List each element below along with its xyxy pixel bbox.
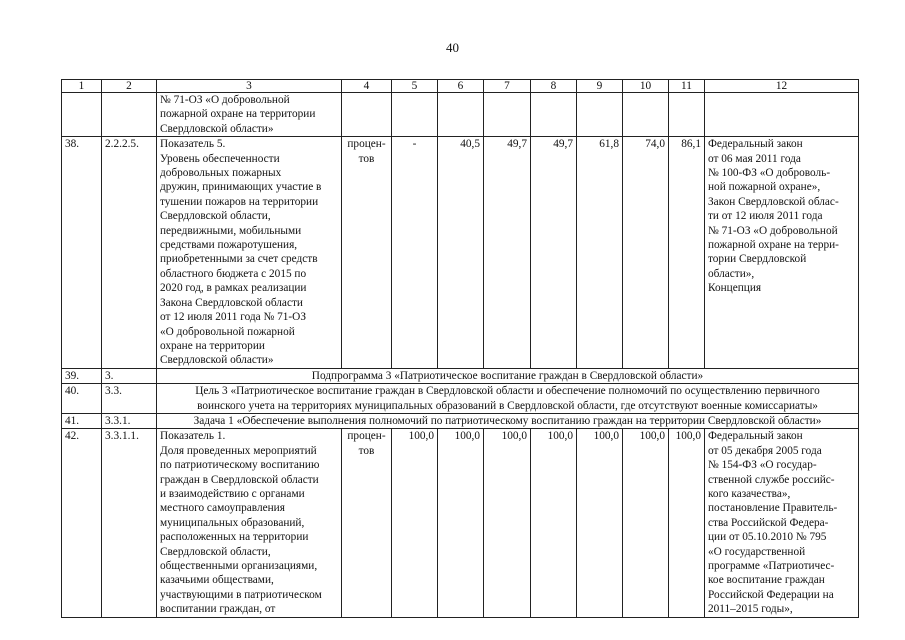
- unit-cell: процен- тов: [342, 429, 392, 617]
- row-number: 40.: [62, 384, 102, 414]
- column-header: 3: [157, 80, 342, 93]
- column-header: 6: [438, 80, 484, 93]
- column-header: 12: [705, 80, 859, 93]
- value-cell: 100,0: [531, 429, 577, 617]
- table-row-40: [62, 384, 859, 414]
- value-cell: 100,0: [438, 429, 484, 617]
- table-row-38: [62, 137, 859, 369]
- row-code: 3.3.1.1.: [102, 429, 157, 617]
- indicator-text: № 71-ОЗ «О добровольной пожарной охране на территории Свердловской области»: [157, 93, 342, 137]
- column-header: 9: [577, 80, 623, 93]
- task-text: Задача 1 «Обеспечение выполнения полномочий по патриотическому воспитанию граждан на территории Свердловской области»: [157, 413, 859, 428]
- table-row-41: [62, 413, 859, 428]
- column-header: 7: [484, 80, 531, 93]
- value-cell: -: [392, 137, 438, 369]
- goal-text: Цель 3 «Патриотическое воспитание граждан в Свердловской области и обеспечение полномочий по осуществлению первичного воинского учета на территориях муниципальных образований в Свердловской области, где отсутствуют военные комиссариаты»: [157, 384, 859, 414]
- row-code: 3.3.1.: [102, 413, 157, 428]
- row-code: 3.3.: [102, 384, 157, 414]
- row-code: 2.2.2.5.: [102, 137, 157, 369]
- indicators-table: [61, 79, 859, 618]
- row-number: 38.: [62, 137, 102, 369]
- column-header: 2: [102, 80, 157, 93]
- value-cell: 100,0: [577, 429, 623, 617]
- column-header: 1: [62, 80, 102, 93]
- row-code: 3.: [102, 368, 157, 383]
- value-cell: 74,0: [623, 137, 669, 369]
- indicator-text: Показатель 5. Уровень обеспеченности добровольных пожарных дружин, принимающих участие в тушении пожаров на территории Свердловской области, передвижными, мобильными средствами пожаротушения, приобретенными за счет средств областного бюджета с 2015 по 2020 год, в рамках реализации Закона Свердловской области от 12 июля 2011 года № 71-ОЗ «О добровольной пожарной охране на территории Свердловской области»: [157, 137, 342, 369]
- column-header: 10: [623, 80, 669, 93]
- value-cell: 61,8: [577, 137, 623, 369]
- subprogram-title: Подпрограмма 3 «Патриотическое воспитание граждан в Свердловской области»: [157, 368, 859, 383]
- row-number: 42.: [62, 429, 102, 617]
- value-cell: 49,7: [531, 137, 577, 369]
- value-cell: 100,0: [669, 429, 705, 617]
- table-row-39: [62, 368, 859, 383]
- indicator-text: Показатель 1. Доля проведенных мероприятий по патриотическому воспитанию граждан в Свердловской области и взаимодействию с органами местного самоуправления муниципальных образований, расположенных на территории Свердловской области, общественными организациями, казачьими обществами, участвующими в патриотическом воспитании граждан, от: [157, 429, 342, 617]
- column-header: 5: [392, 80, 438, 93]
- row-number: 39.: [62, 368, 102, 383]
- column-number-row: [62, 80, 859, 93]
- column-header: 8: [531, 80, 577, 93]
- source-text: Федеральный закон от 05 декабря 2005 года № 154-ФЗ «О государ- ственной службе российс- кого казачества», постановление Правитель- ства Российской Федера- ции от 05.10.2010 № 795 «О государственной программе «Патриотичес- кое воспитание граждан Российской Федерации на 2011–2015 годы»,: [705, 429, 859, 617]
- row-number: 41.: [62, 413, 102, 428]
- column-header: 11: [669, 80, 705, 93]
- page-number: 40: [446, 40, 459, 55]
- value-cell: 100,0: [392, 429, 438, 617]
- value-cell: 100,0: [484, 429, 531, 617]
- source-text: Федеральный закон от 06 мая 2011 года № 100-ФЗ «О доброволь- ной пожарной охране», Закон Свердловской облас- ти от 12 июля 2011 года № 71-ОЗ «О добровольной пожарной охране на терри- тории Свердловской области», Концепция: [705, 137, 859, 369]
- value-cell: 40,5: [438, 137, 484, 369]
- value-cell: 49,7: [484, 137, 531, 369]
- value-cell: 86,1: [669, 137, 705, 369]
- table-row-42: [62, 429, 859, 617]
- unit-cell: процен- тов: [342, 137, 392, 369]
- table-row-continuation: [62, 93, 859, 137]
- value-cell: 100,0: [623, 429, 669, 617]
- column-header: 4: [342, 80, 392, 93]
